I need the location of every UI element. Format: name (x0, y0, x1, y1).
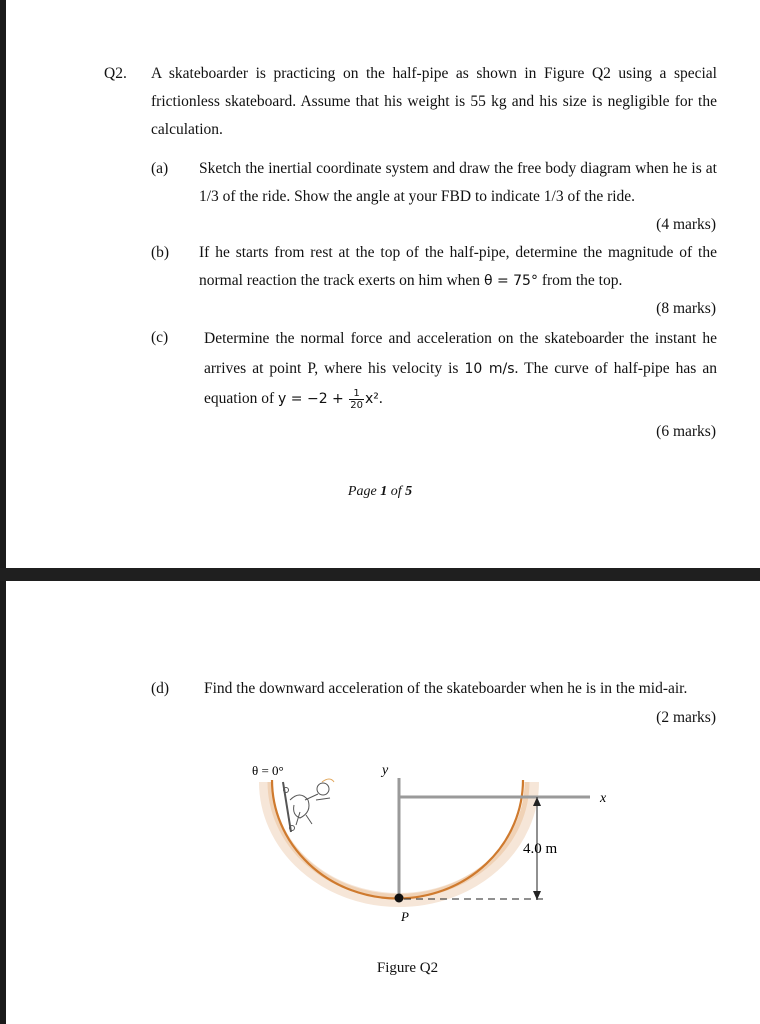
part-c-text-after: . (378, 390, 383, 407)
part-a-text: Sketch the inertial coordinate system and draw the free body diagram when he is at 1/3 of the ride. Show the angle at your FBD to indicate 1/3 of the ride. (199, 160, 717, 205)
point-p-marker (395, 894, 404, 903)
part-c-eq-end: x² (364, 391, 379, 407)
part-c-eq-start: y = −2 + (278, 391, 349, 407)
page-divider (0, 568, 760, 581)
part-d-marks: (2 marks) (656, 709, 716, 726)
half-pipe-figure (0, 740, 760, 940)
part-b-text-before: If he starts from rest at the top of the half-pipe, determine the magnitude of the normal reaction the track exerts on him when (199, 244, 717, 289)
height-label: 4.0 m (523, 841, 558, 857)
part-d-label: (d) (151, 680, 170, 697)
part-b-label: (b) (151, 244, 170, 261)
part-a-marks: (4 marks) (656, 216, 716, 233)
footer-of: of (387, 484, 406, 499)
page-footer (0, 484, 760, 500)
part-b-text (199, 239, 717, 295)
question-intro: A skateboarder is practicing on the half-pipe as shown in Figure Q2 using a special frictionless skateboard. Assume that his weight is 55 kg and his size is negligible for the calculation. (151, 65, 717, 138)
part-b-marks: (8 marks) (656, 300, 716, 317)
part-c-text-mid: . The curve of half-pipe has an equation of (204, 360, 717, 407)
footer-prefix: Page (347, 484, 381, 499)
part-c-text (204, 324, 717, 414)
part-c-marks: (6 marks) (656, 423, 716, 440)
part-b-text-after: from the top. (537, 272, 623, 289)
fraction-numerator: 1 (349, 388, 364, 400)
fraction-denominator: 20 (350, 399, 363, 411)
footer-current-page: 1 (380, 484, 388, 499)
part-a-label: (a) (151, 160, 169, 177)
theta-label: θ = 0° (252, 763, 284, 778)
figure-caption: Figure Q2 (376, 960, 439, 976)
x-axis-label: x (600, 791, 607, 806)
skateboarder-icon (283, 779, 334, 832)
point-p-label: P (401, 909, 409, 924)
y-axis-label: y (382, 763, 389, 778)
part-c-velocity: 10 m/s (464, 361, 515, 377)
footer-total-pages: 5 (405, 484, 413, 499)
part-c-fraction (349, 388, 364, 411)
part-d-text: Find the downward acceleration of the skateboarder when he is in the mid-air. (204, 680, 688, 697)
part-c-text-before: Determine the normal force and acceleration on the skateboarder the instant he arrives at point P, where his velocity is (204, 330, 717, 377)
part-c-label: (c) (151, 329, 169, 346)
part-b-theta: θ = 75° (483, 273, 538, 289)
question-number: Q2. (104, 65, 127, 82)
